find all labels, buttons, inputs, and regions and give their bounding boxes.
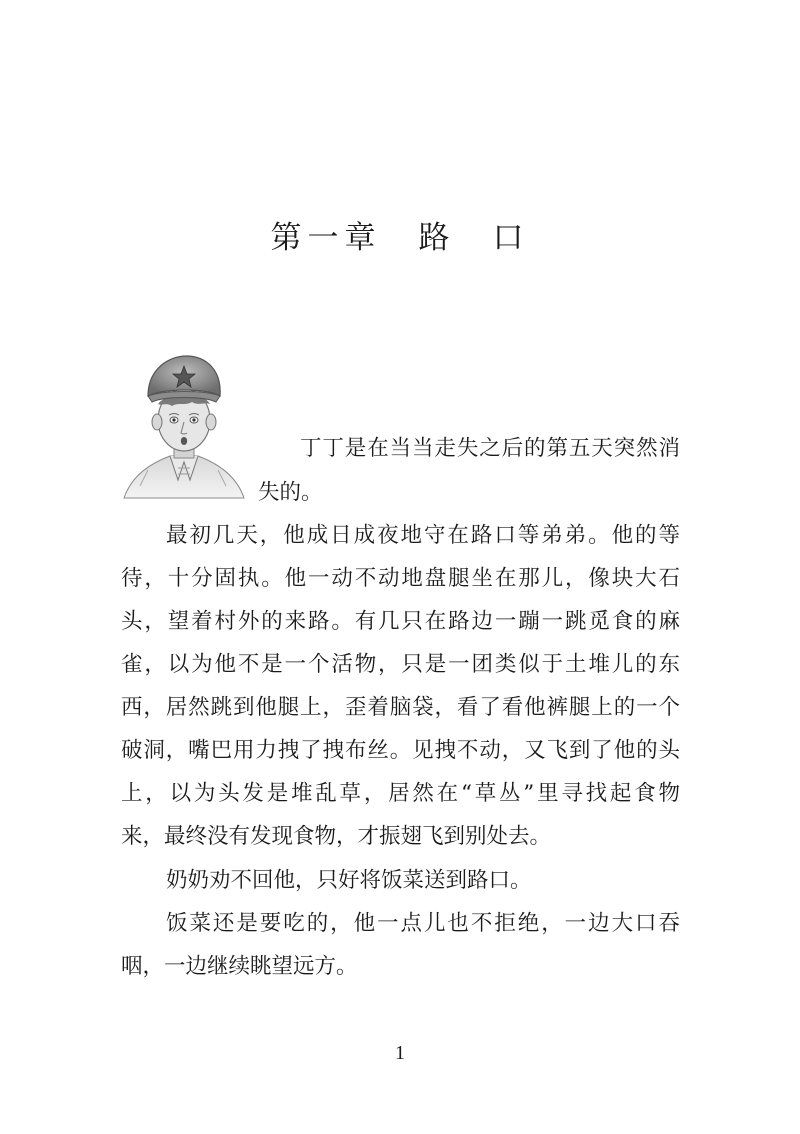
paragraph-line: 奶奶劝不回他，只好将饭菜送到路口。 — [166, 868, 532, 893]
paragraph-line: 来，最终没有发现食物，才振翅飞到别处去。 — [121, 824, 552, 849]
paragraph-line: 雀，以为他不是一个活物，只是一团类似于土堆儿的东 — [121, 652, 680, 677]
paragraph-line: 最初几天，他成日成夜地守在路口等弟弟。他的等 — [166, 523, 680, 548]
paragraph-line: 西，居然跳到他腿上，歪着脑袋，看了看他裤腿上的一个 — [121, 695, 680, 720]
paragraph-line: 破洞，嘴巴用力拽了拽布丝。见拽不动，又飞到了他的头 — [121, 738, 680, 763]
paragraph-line: 饭菜还是要吃的，他一点儿也不拒绝，一边大口吞 — [166, 911, 680, 936]
paragraph-line: 丁丁是在当当走失之后的第五天突然消 — [300, 436, 680, 461]
chapter-title: 第一章 路 口 — [270, 220, 530, 256]
paragraph-line: 上，以为头发是堆乱草，居然在“草丛”里寻找起食物 — [121, 781, 680, 806]
paragraph-line: 头，望着村外的来路。有几只在路边一蹦一跳觅食的麻 — [121, 609, 680, 634]
page-number: 1 — [395, 1042, 405, 1064]
paragraph-line: 咽，一边继续眺望远方。 — [121, 954, 358, 979]
paragraph-line: 待，十分固执。他一动不动地盘腿坐在那儿，像块大石 — [121, 566, 680, 591]
paragraph-line: 失的。 — [258, 480, 323, 505]
